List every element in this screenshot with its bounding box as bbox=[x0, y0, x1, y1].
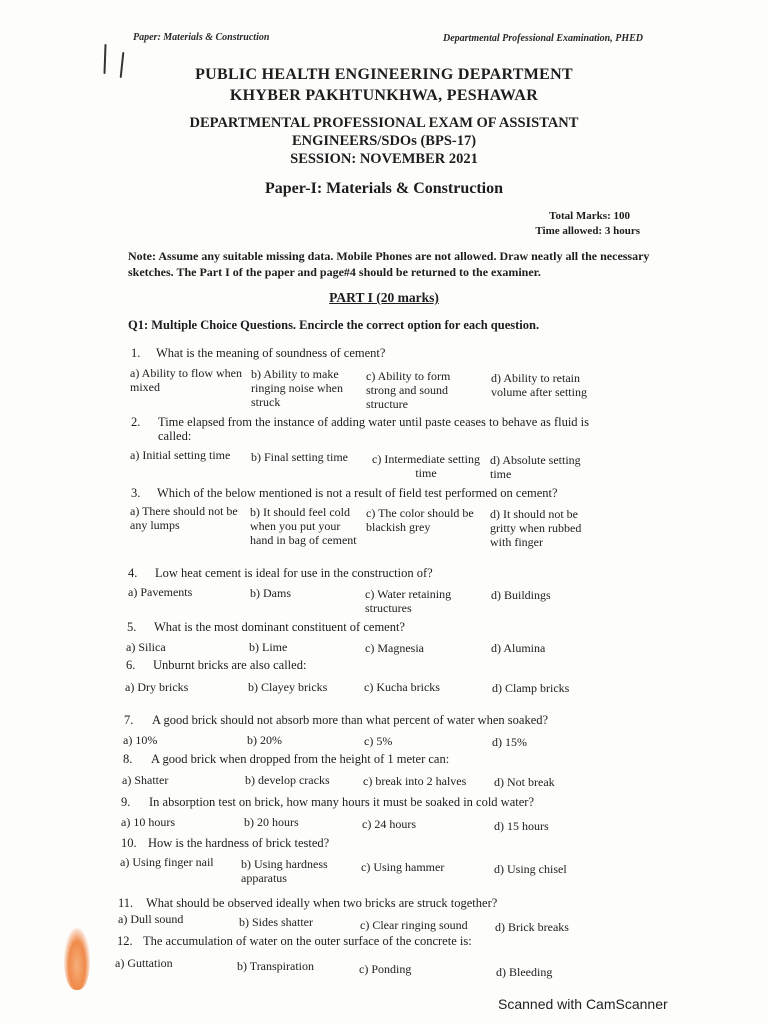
option-c[interactable]: c) Clear ringing sound bbox=[360, 918, 468, 932]
option-c[interactable]: c) Water retaining structures bbox=[365, 587, 452, 615]
option-a[interactable]: a) 10 hours bbox=[121, 815, 175, 829]
option-c[interactable]: c) Using hammer bbox=[361, 860, 445, 874]
time-allowed: Time allowed: 3 hours bbox=[535, 225, 640, 237]
option-c[interactable]: c) Kucha bricks bbox=[364, 680, 440, 694]
option-d[interactable]: d) Absolute setting time bbox=[490, 453, 581, 481]
part-heading: PART I (20 marks) bbox=[329, 290, 439, 305]
option-b[interactable]: b) Clayey bricks bbox=[248, 680, 328, 694]
question-number: 12. bbox=[117, 934, 133, 948]
option-b[interactable]: b) Ability to make ringing noise when struck bbox=[251, 367, 343, 409]
question-text: The accumulation of water on the outer surface of the concrete is: bbox=[143, 934, 472, 948]
total-marks: Total Marks: 100 bbox=[549, 210, 630, 222]
option-d[interactable]: d) Ability to retain volume after setting bbox=[491, 371, 587, 399]
option-d[interactable]: d) Not break bbox=[494, 775, 555, 789]
option-b[interactable]: b) Sides shatter bbox=[239, 915, 313, 929]
question-text: Unburnt bricks are also called: bbox=[153, 658, 307, 672]
option-c[interactable]: c) Intermediate setting time bbox=[372, 452, 480, 480]
question-text: A good brick should not absorb more than what percent of water when soaked? bbox=[152, 713, 549, 727]
option-c[interactable]: c) Ponding bbox=[359, 962, 412, 976]
option-d[interactable]: d) Using chisel bbox=[494, 862, 567, 876]
question-number: 10. bbox=[121, 836, 137, 850]
option-d[interactable]: d) Clamp bricks bbox=[492, 681, 570, 695]
option-a[interactable]: a) Shatter bbox=[122, 773, 169, 787]
option-c[interactable]: c) The color should be blackish grey bbox=[366, 506, 474, 534]
question-number: 11. bbox=[118, 896, 134, 910]
option-a[interactable]: a) Silica bbox=[126, 640, 166, 654]
question-text: Time elapsed from the instance of adding water until paste ceases to behave as fluid is called: bbox=[158, 415, 590, 443]
question-text: What should be observed ideally when two bricks are struck together? bbox=[146, 896, 498, 910]
option-d[interactable]: d) It should not be gritty when rubbed with finger bbox=[490, 507, 582, 549]
paper-title: Paper-I: Materials & Construction bbox=[264, 180, 504, 197]
option-a[interactable]: a) 10% bbox=[123, 733, 158, 747]
question-number: 5. bbox=[127, 620, 137, 634]
exam-title: DEPARTMENTAL PROFESSIONAL EXAM OF ASSISTANT bbox=[189, 115, 579, 131]
header-paper-name: Paper: Materials & Construction bbox=[133, 32, 270, 43]
exam-note: Note: Assume any suitable missing data. Mobile Phones are not allowed. Draw neatly all the necessary sketches. The Part I of the paper and page#4 should be returned to the examiner. bbox=[128, 249, 650, 279]
question-number: 7. bbox=[124, 713, 134, 727]
option-b[interactable]: b) It should feel cold when you put your hand in bag of cement bbox=[250, 505, 357, 547]
option-b[interactable]: b) Transpiration bbox=[237, 959, 315, 973]
question-number: 1. bbox=[131, 346, 141, 360]
option-d[interactable]: d) Brick breaks bbox=[495, 920, 569, 934]
option-c[interactable]: c) Magnesia bbox=[365, 641, 424, 655]
option-a[interactable]: a) Guttation bbox=[115, 956, 173, 970]
option-b[interactable]: b) Dams bbox=[250, 586, 291, 600]
option-b[interactable]: b) Using hardness apparatus bbox=[241, 857, 328, 885]
question-number: 3. bbox=[131, 486, 141, 500]
option-c[interactable]: c) 5% bbox=[364, 734, 393, 748]
option-d[interactable]: d) Bleeding bbox=[496, 965, 553, 979]
camscanner-watermark: Scanned with CamScanner bbox=[498, 996, 668, 1012]
option-a[interactable]: a) Initial setting time bbox=[130, 448, 231, 462]
question-text: In absorption test on brick, how many hours it must be soaked in cold water? bbox=[149, 795, 534, 809]
option-b[interactable]: b) Final setting time bbox=[251, 450, 348, 464]
question-text: What is the meaning of soundness of cement? bbox=[156, 346, 386, 360]
option-a[interactable]: a) There should not be any lumps bbox=[130, 504, 238, 532]
question-number: 6. bbox=[126, 658, 136, 672]
header-exam-name: Departmental Professional Examination, PHED bbox=[443, 33, 644, 44]
option-b[interactable]: b) Lime bbox=[249, 640, 288, 654]
option-b[interactable]: b) develop cracks bbox=[245, 773, 330, 787]
question-number: 8. bbox=[123, 752, 133, 766]
option-d[interactable]: d) Alumina bbox=[491, 641, 546, 655]
option-a[interactable]: a) Dull sound bbox=[118, 912, 184, 926]
question-text: What is the most dominant constituent of cement? bbox=[154, 620, 405, 634]
department-title: PUBLIC HEALTH ENGINEERING DEPARTMENT bbox=[195, 66, 573, 83]
question-text: Which of the below mentioned is not a result of field test performed on cement? bbox=[157, 486, 558, 500]
option-c[interactable]: c) 24 hours bbox=[362, 817, 416, 831]
exam-session: SESSION: NOVEMBER 2021 bbox=[290, 151, 478, 167]
exam-cadre: ENGINEERS/SDOs (BPS-17) bbox=[291, 133, 477, 149]
department-location: KHYBER PAKHTUNKHWA, PESHAWAR bbox=[229, 87, 539, 104]
question-number: 4. bbox=[128, 566, 138, 580]
option-d[interactable]: d) 15% bbox=[492, 735, 527, 749]
q1-heading: Q1: Multiple Choice Questions. Encircle the correct option for each question. bbox=[128, 318, 540, 332]
option-c[interactable]: c) break into 2 halves bbox=[363, 774, 467, 788]
question-text: A good brick when dropped from the height of 1 meter can: bbox=[151, 752, 450, 766]
option-d[interactable]: d) 15 hours bbox=[494, 819, 549, 833]
scan-artifact bbox=[64, 928, 90, 990]
question-number: 2. bbox=[131, 415, 141, 429]
option-b[interactable]: b) 20 hours bbox=[244, 815, 299, 829]
question-text: Low heat cement is ideal for use in the construction of? bbox=[155, 566, 433, 580]
question-text: How is the hardness of brick tested? bbox=[148, 836, 330, 850]
option-a[interactable]: a) Dry bricks bbox=[125, 680, 189, 694]
option-a[interactable]: a) Using finger nail bbox=[120, 855, 214, 869]
option-c[interactable]: c) Ability to form strong and sound structure bbox=[366, 369, 451, 411]
option-a[interactable]: a) Ability to flow when mixed bbox=[130, 366, 242, 394]
option-d[interactable]: d) Buildings bbox=[491, 588, 551, 602]
question-number: 9. bbox=[121, 795, 131, 809]
option-b[interactable]: b) 20% bbox=[247, 733, 282, 747]
option-a[interactable]: a) Pavements bbox=[128, 585, 193, 599]
